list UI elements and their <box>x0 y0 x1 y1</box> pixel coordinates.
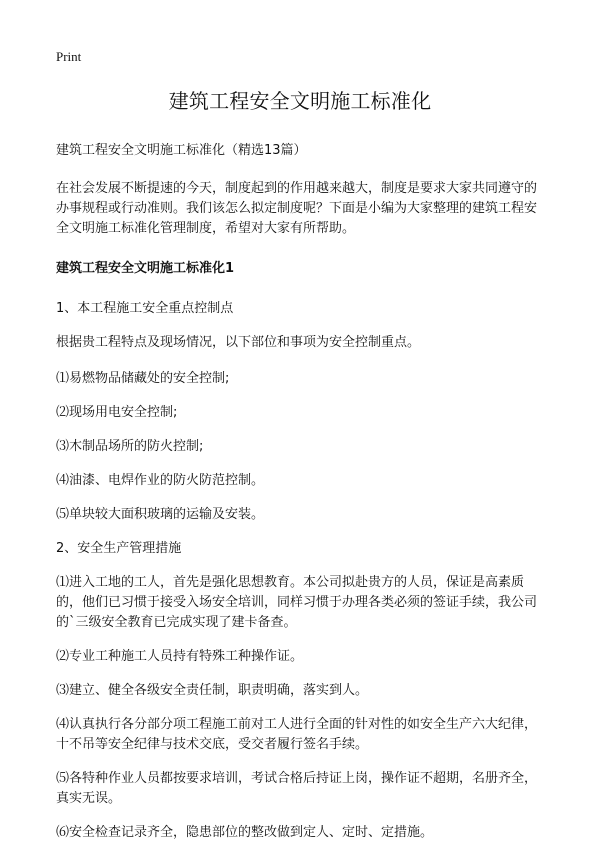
list-item: ⑹安全检查记录齐全，隐患部位的整改做到定人、定时、定措施。 <box>56 825 434 840</box>
list-item: ⑷认真执行各分部分项工程施工前对工人进行全面的针对性的如安全生产六大纪律，十不吊等安全纪律与技术交底，受交者履行签名手续。 <box>56 717 538 752</box>
part1-description: 根据贵工程特点及现场情况，以下部位和事项为安全控制重点。 <box>56 335 421 350</box>
list-item: ⑷油漆、电焊作业的防火防范控制。 <box>56 473 265 488</box>
print-link[interactable]: Print <box>56 49 82 64</box>
list-item: ⑶木制品场所的防火控制; <box>56 439 204 454</box>
intro-paragraph: 在社会发展不断提速的今天，制度起到的作用越来越大，制度是要求大家共同遵守的办事规程或行动准则。我们该怎么拟定制度呢？下面是小编为大家整理的建筑工程安全文明施工标准化管理制度，希望对大家有所帮助。 <box>56 181 538 236</box>
document-title: 建筑工程安全文明施工标准化 <box>168 89 432 113</box>
section-title: 建筑工程安全文明施工标准化1 <box>56 261 235 276</box>
part2-title: 2、安全生产管理措施 <box>56 541 182 556</box>
list-item: ⑵现场用电安全控制; <box>56 405 178 420</box>
list-item: ⑴进入工地的工人，首先是强化思想教育。本公司拟赴贵方的人员，保证是高素质的，他们已习惯于接受入场安全培训，同样习惯于办理各类必须的签证手续，我公司的`三级安全教育已完成实现了建卡备查。 <box>56 575 538 630</box>
part1-title: 1、本工程施工安全重点控制点 <box>56 301 234 316</box>
list-item: ⑴易燃物品储藏处的安全控制; <box>56 371 230 386</box>
document-subtitle: 建筑工程安全文明施工标准化（精选13篇） <box>56 143 307 158</box>
list-item: ⑸单块较大面积玻璃的运输及安装。 <box>56 507 265 522</box>
list-item: ⑸各特种作业人员都按要求培训，考试合格后持证上岗，操作证不超期，名册齐全，真实无误。 <box>56 771 538 806</box>
list-item: ⑵专业工种施工人员持有特殊工种操作证。 <box>56 649 304 664</box>
list-item: ⑶建立、健全各级安全责任制，职责明确，落实到人。 <box>56 683 369 698</box>
